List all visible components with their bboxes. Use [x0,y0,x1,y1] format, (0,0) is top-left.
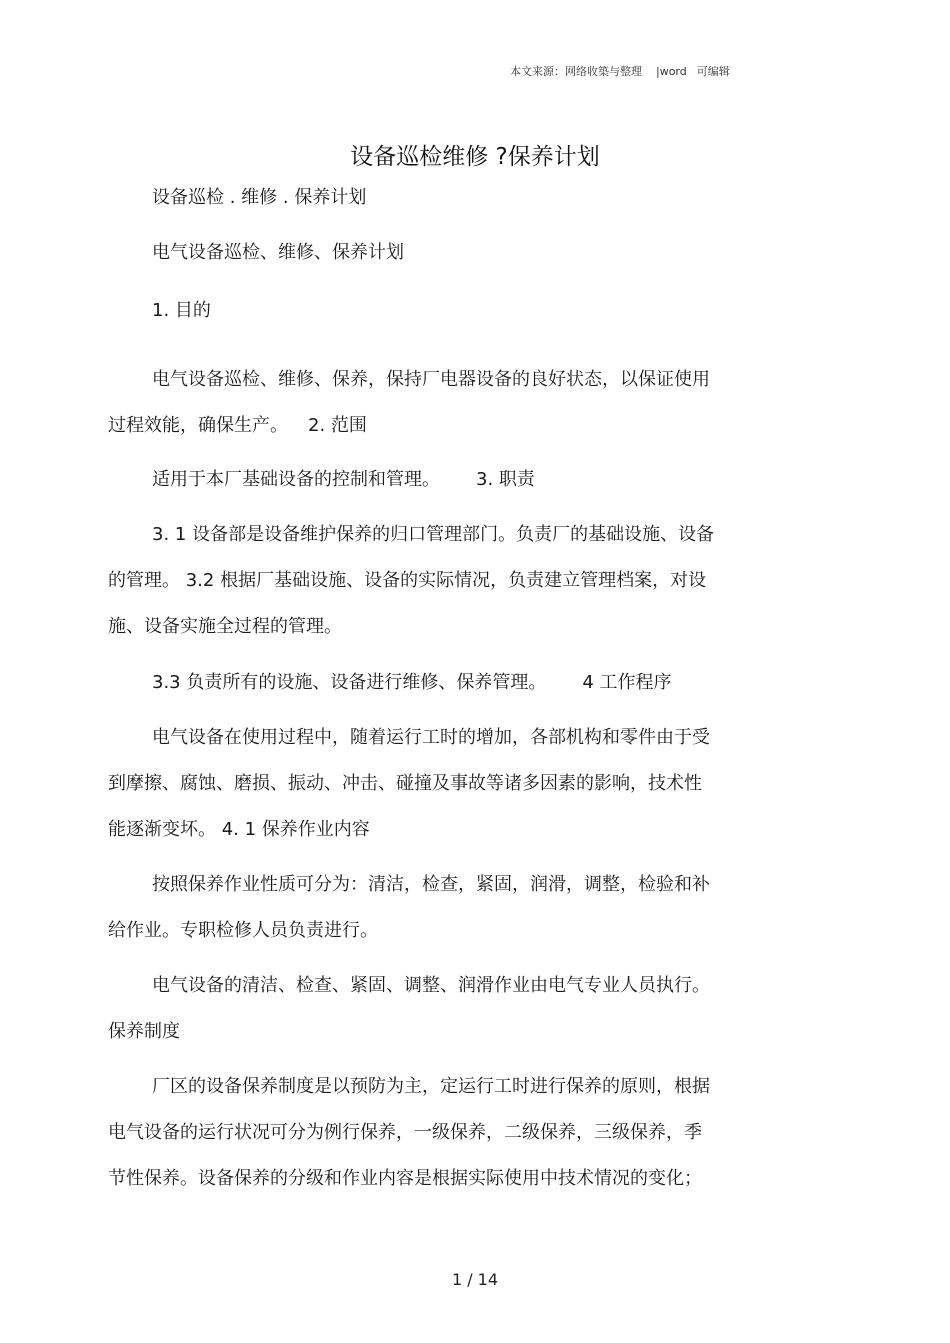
paragraph-line: 施、设备实施全过程的管理。 [108,616,342,637]
paragraph-line: 按照保养作业性质可分为：清洁，检查，紧固，润滑，调整，检验和补 [152,874,710,895]
paragraph-line: 节性保养。设备保养的分级和作业内容是根据实际使用中技术情况的变化； [108,1168,702,1189]
paragraph-section-heading: 电气设备巡检、维修、保养计划 [152,242,404,263]
paragraph-line: 电气设备的清洁、检查、紧固、调整、润滑作业由电气专业人员执行。 [152,975,710,996]
heading-duties: 3. 职责 [476,469,535,490]
document-title: 设备巡检维修 ?保养计划 [350,144,600,170]
paragraph-scope [108,457,768,503]
paragraph-line: 厂区的设备保养制度是以预防为主，定运行工时进行保养的原则，根据 [152,1076,710,1097]
paragraph-purpose [108,357,768,449]
heading-purpose: 1. 目的 [152,300,211,321]
paragraph-line [108,403,768,449]
paragraph-text: 适用于本厂基础设备的控制和管理。 [152,469,440,490]
page-number: 1 / 14 [451,1270,499,1289]
paragraph-maintenance-types [108,862,768,954]
header-source-note [510,63,730,79]
heading-maintenance-system: 保养制度 [108,1021,180,1042]
paragraph-text: 过程效能，确保生产。 [108,415,288,436]
paragraph-maintenance-system [108,1064,768,1202]
paragraph-electrical-staff [108,963,768,1055]
paragraph-text: 3.3 负责所有的设施、设备进行维修、保养管理。 [152,672,547,693]
paragraph-line: 能逐渐变坏。 4. 1 保养作业内容 [108,819,370,840]
header-editable: 可编辑 [696,65,730,78]
paragraph-line: 电气设备在使用过程中，随着运行工时的增加，各部机构和零件由于受 [152,727,710,748]
header-source: 本文来源：网络收築与整理 [510,65,642,78]
paragraph-subtitle: 设备巡检 . 维修 . 保养计划 [152,187,367,208]
paragraph-line: 的管理。 3.2 根据厂基础设施、设备的实际情况，负责建立管理档案，对设 [108,570,707,591]
paragraph-line: 给作业。专职检修人员负责进行。 [108,920,378,941]
header-format: |word [656,65,687,78]
paragraph-line: 电气设备的运行状况可分为例行保养，一级保养，二级保养，三级保养，季 [108,1122,702,1143]
paragraph-duties [108,512,768,650]
paragraph-duties-3-3 [108,660,768,706]
paragraph-procedure [108,715,768,853]
heading-procedure: 4 工作程序 [582,672,672,693]
heading-scope: 2. 范围 [308,415,367,436]
paragraph-line: 3. 1 设备部是设备维护保养的归口管理部门。负责厂的基础设施、设备 [152,524,715,545]
paragraph-line: 电气设备巡检、维修、保养，保持厂电器设备的良好状态，以保证使用 [152,369,710,390]
paragraph-line: 到摩擦、腐蚀、磨损、振动、冲击、碰撞及事故等诸多因素的影响，技术性 [108,773,702,794]
